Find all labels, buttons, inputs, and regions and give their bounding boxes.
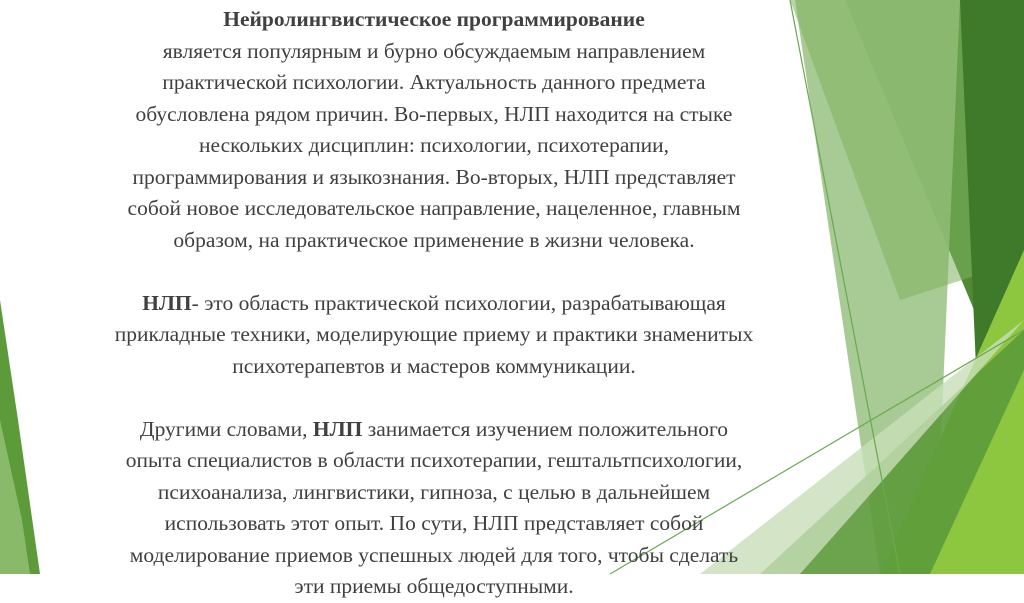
paragraph3-line: эти приемы общедоступными. bbox=[294, 574, 574, 598]
paragraph-spacer bbox=[34, 256, 834, 288]
paragraph2-line: прикладные техники, моделирующие приему и практики знаменитых bbox=[114, 322, 754, 346]
paragraph-spacer bbox=[34, 382, 834, 414]
paragraph1-line: программирования и языкознания. Во-вторых, НЛП представляет bbox=[132, 164, 736, 189]
paragraph1-line: нескольких дисциплин: психологии, психотерапии, bbox=[199, 133, 669, 157]
nlp-term: НЛП bbox=[142, 290, 192, 315]
paragraph1-line: обусловлена рядом причин. Во-первых, НЛП находится на стыке bbox=[135, 101, 733, 126]
paragraph3-line bbox=[34, 414, 834, 446]
paragraph2-line: психотерапевтов и мастеров коммуникации. bbox=[232, 353, 636, 378]
paragraph1-line: собой новое исследовательское направление, нацеленное, главным bbox=[127, 196, 741, 220]
nlp-term: НЛП bbox=[312, 416, 363, 441]
paragraph1-line: образом, на практическое применение в жизни человека. bbox=[173, 227, 695, 252]
paragraph3-line1-before: Другими словами, bbox=[139, 416, 313, 441]
paragraph3-line: использовать этот опыт. По сути, НЛП представляет собой bbox=[164, 511, 704, 535]
paragraph1-line: является популярным и бурно обсуждаемым направлением bbox=[162, 38, 706, 63]
paragraph2-line1-text: - это область практической психологии, разрабатывающая bbox=[191, 290, 726, 315]
paragraph1-line: практической психологии. Актуальность данного предмета bbox=[162, 70, 706, 94]
paragraph2-line bbox=[34, 288, 834, 320]
paragraph3-line1-after: занимается изучением положительного bbox=[362, 416, 729, 441]
paragraph3-line: опыта специалистов в области психотерапии, гештальтпсихологии, bbox=[125, 448, 743, 472]
paragraph3-line: моделирование приемов успешных людей для того, чтобы сделать bbox=[129, 542, 739, 567]
slide-title: Нейролингвистическое программирование bbox=[223, 7, 645, 31]
paragraph3-line: психоанализа, лингвистики, гипноза, с целью в дальнейшем bbox=[157, 479, 711, 504]
slide-text-block bbox=[34, 4, 834, 603]
